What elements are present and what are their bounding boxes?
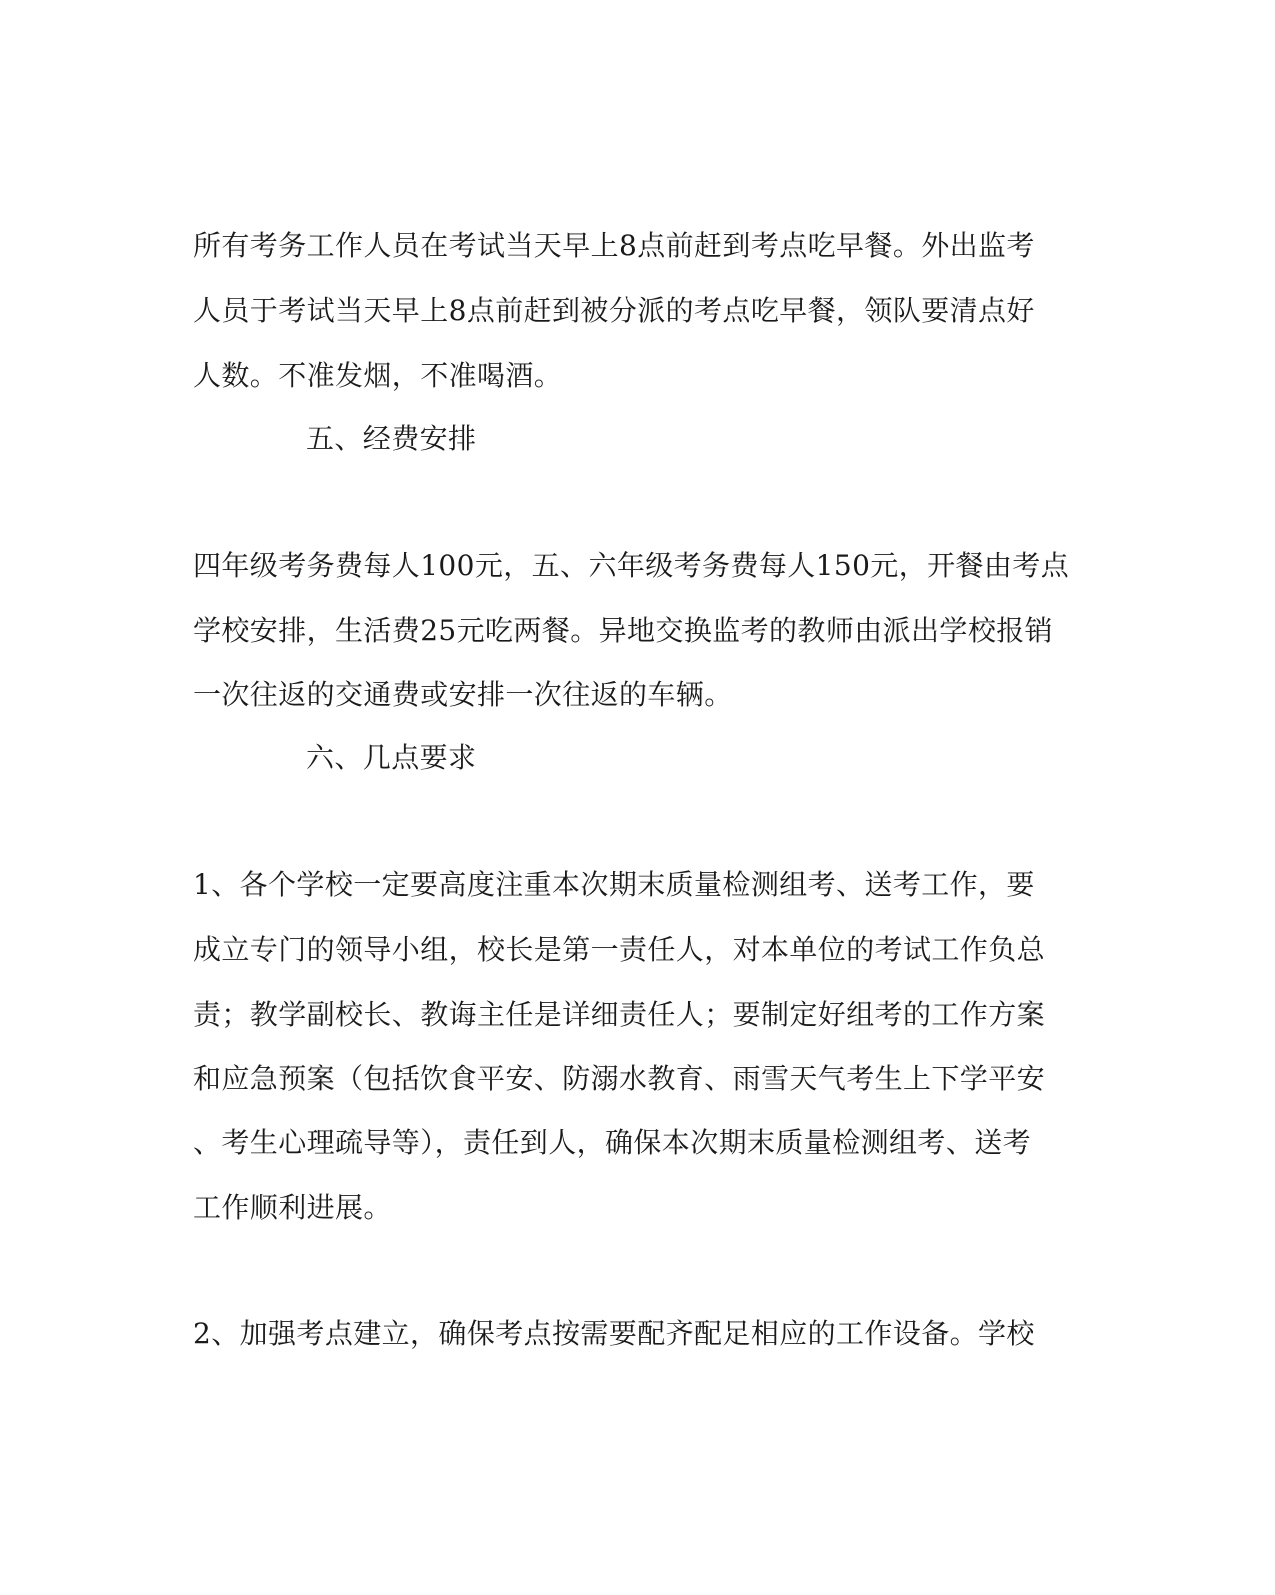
text-line: 责；教学副校长、教诲主任是详细责任人；要制定好组考的工作方案	[193, 998, 1046, 1031]
text-line: 2、加强考点建立，确保考点按需要配齐配足相应的工作设备。学校	[193, 1317, 1035, 1350]
text-line: 成立专门的领导小组，校长是第一责任人，对本单位的考试工作负总	[193, 933, 1046, 966]
text-line: 人数。不准发烟，不准喝酒。	[193, 359, 563, 392]
text-line: 、考生心理疏导等），责任到人，确保本次期末质量检测组考、送考	[193, 1126, 1032, 1159]
text-line: 人员于考试当天早上8点前赶到被分派的考点吃早餐，领队要清点好	[193, 294, 1035, 327]
text-line: 一次往返的交通费或安排一次往返的车辆。	[193, 678, 733, 711]
text-line: 和应急预案（包括饮食平安、防溺水教育、雨雪天气考生上下学平安	[193, 1062, 1046, 1095]
section-heading-requirements: 六、几点要求	[306, 741, 477, 774]
text-line: 四年级考务费每人100元，五、六年级考务费每人150元，开餐由考点	[193, 549, 1070, 582]
text-line: 所有考务工作人员在考试当天早上8点前赶到考点吃早餐。外出监考	[193, 229, 1035, 262]
text-line: 1、各个学校一定要高度注重本次期末质量检测组考、送考工作，要	[193, 868, 1035, 901]
text-line: 学校安排，生活费25元吃两餐。异地交换监考的教师由派出学校报销	[193, 614, 1054, 647]
text-line: 工作顺利进展。	[193, 1191, 392, 1224]
section-heading-funding: 五、经费安排	[306, 422, 477, 455]
